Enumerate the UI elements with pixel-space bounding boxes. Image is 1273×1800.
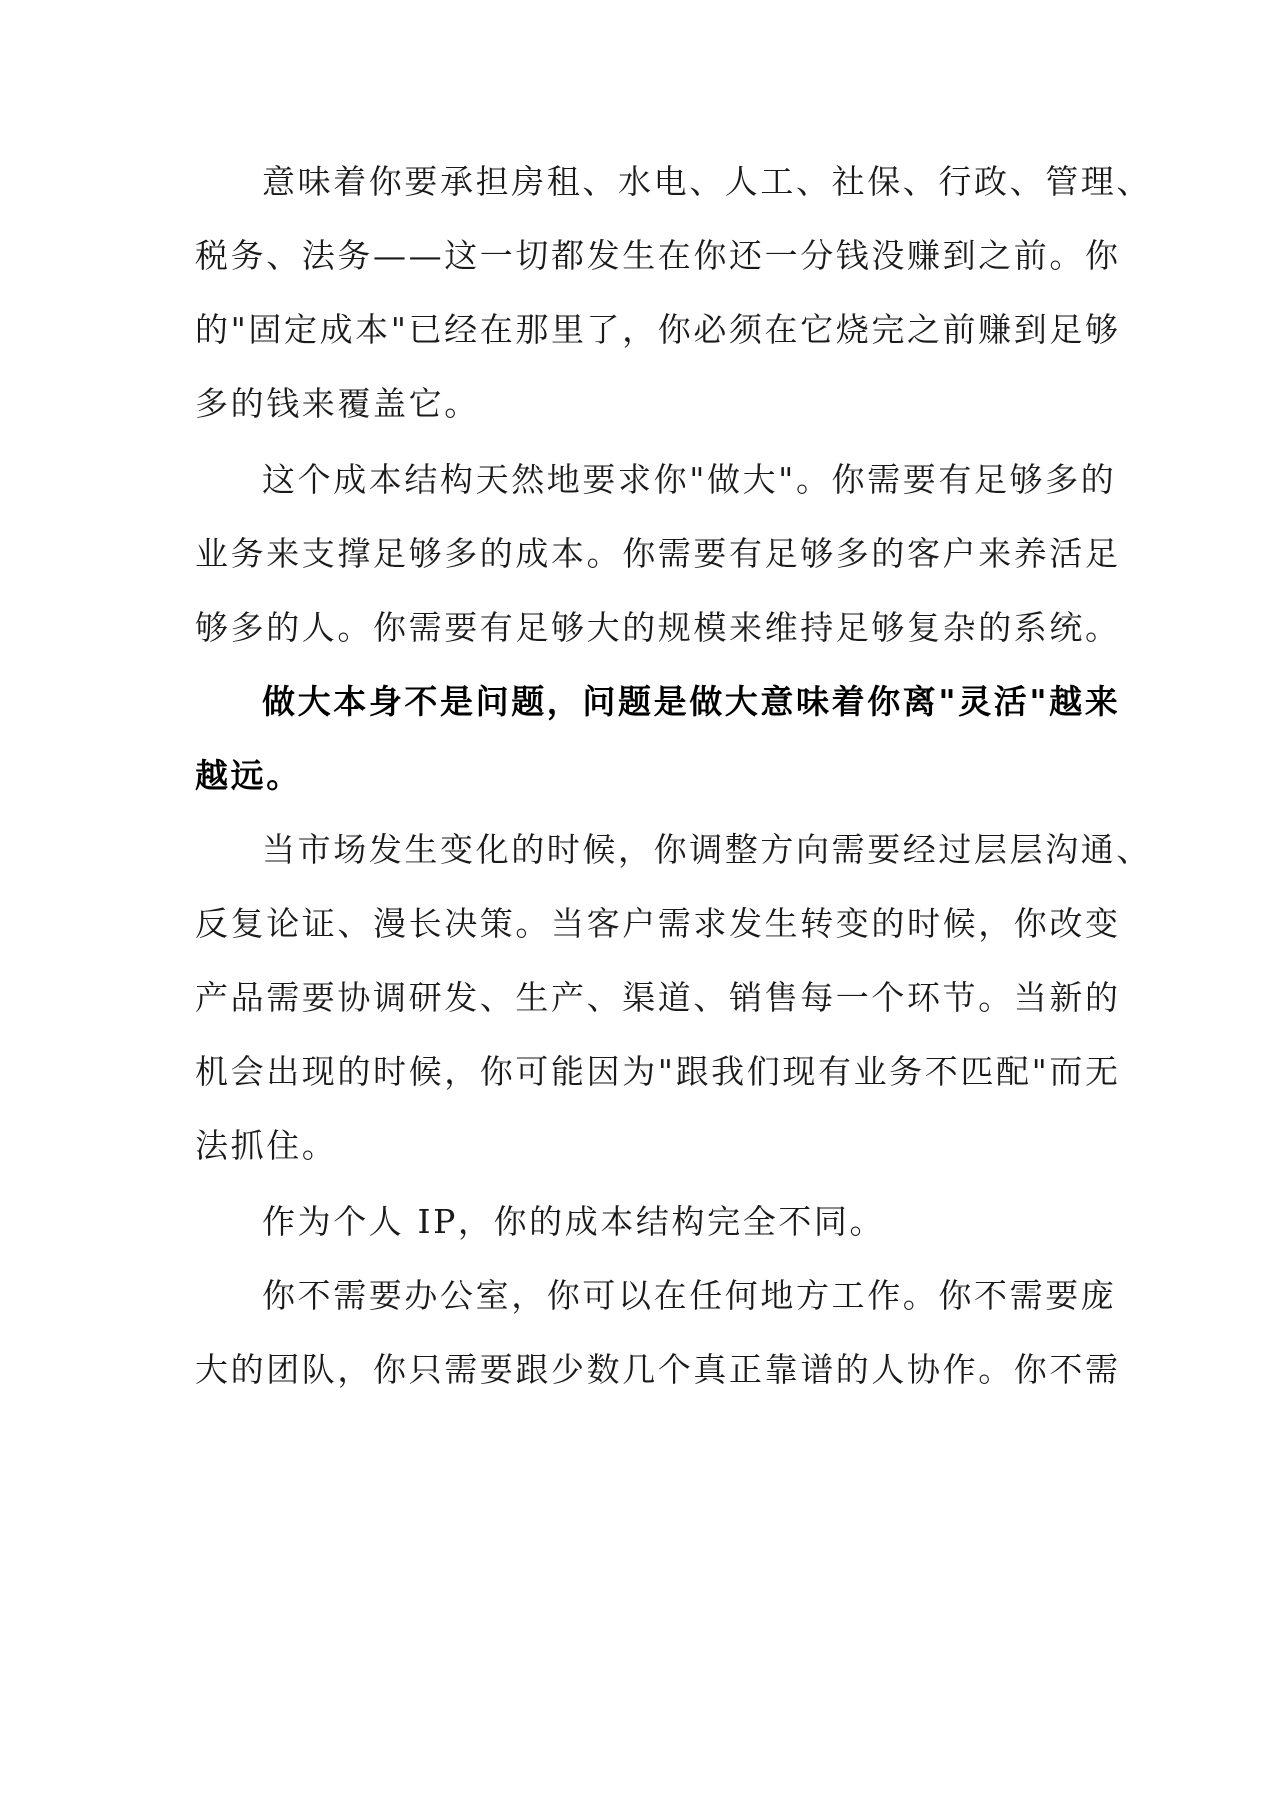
paragraph-6-line-1: 你不需要办公室，你可以在任何地方工作。你不需要庞 [262,1276,1117,1315]
paragraph-2-line-1: 这个成本结构天然地要求你"做大"。你需要有足够多的 [262,460,1117,499]
paragraph-3-line-1: 做大本身不是问题，问题是做大意味着你离"灵活"越来 [262,682,1121,721]
paragraph-4-line-5: 法抓住。 [195,1126,338,1165]
paragraph-1-line-4: 多的钱来覆盖它。 [195,384,480,423]
paragraph-4-line-2: 反复论证、漫长决策。当客户需求发生转变的时候，你改变 [195,904,1121,943]
paragraph-5-line-1: 作为个人 IP，你的成本结构完全不同。 [262,1202,886,1241]
paragraph-1-line-3: 的"固定成本"已经在那里了，你必须在它烧完之前赚到足够 [195,310,1121,349]
paragraph-4-line-4: 机会出现的时候，你可能因为"跟我们现有业务不匹配"而无 [195,1052,1121,1091]
paragraph-2-line-3: 够多的人。你需要有足够大的规模来维持足够复杂的系统。 [195,608,1121,647]
paragraph-1-line-2: 税务、法务——这一切都发生在你还一分钱没赚到之前。你 [195,236,1121,275]
paragraph-2-line-2: 业务来支撑足够多的成本。你需要有足够多的客户来养活足 [195,534,1121,573]
paragraph-4-line-3: 产品需要协调研发、生产、渠道、销售每一个环节。当新的 [195,978,1121,1017]
paragraph-6-line-2: 大的团队，你只需要跟少数几个真正靠谱的人协作。你不需 [195,1350,1121,1389]
paragraph-3-line-2: 越远。 [195,756,302,795]
paragraph-4-line-1: 当市场发生变化的时候，你调整方向需要经过层层沟通、 [262,830,1152,869]
paragraph-1-line-1: 意味着你要承担房租、水电、人工、社保、行政、管理、 [262,162,1152,201]
